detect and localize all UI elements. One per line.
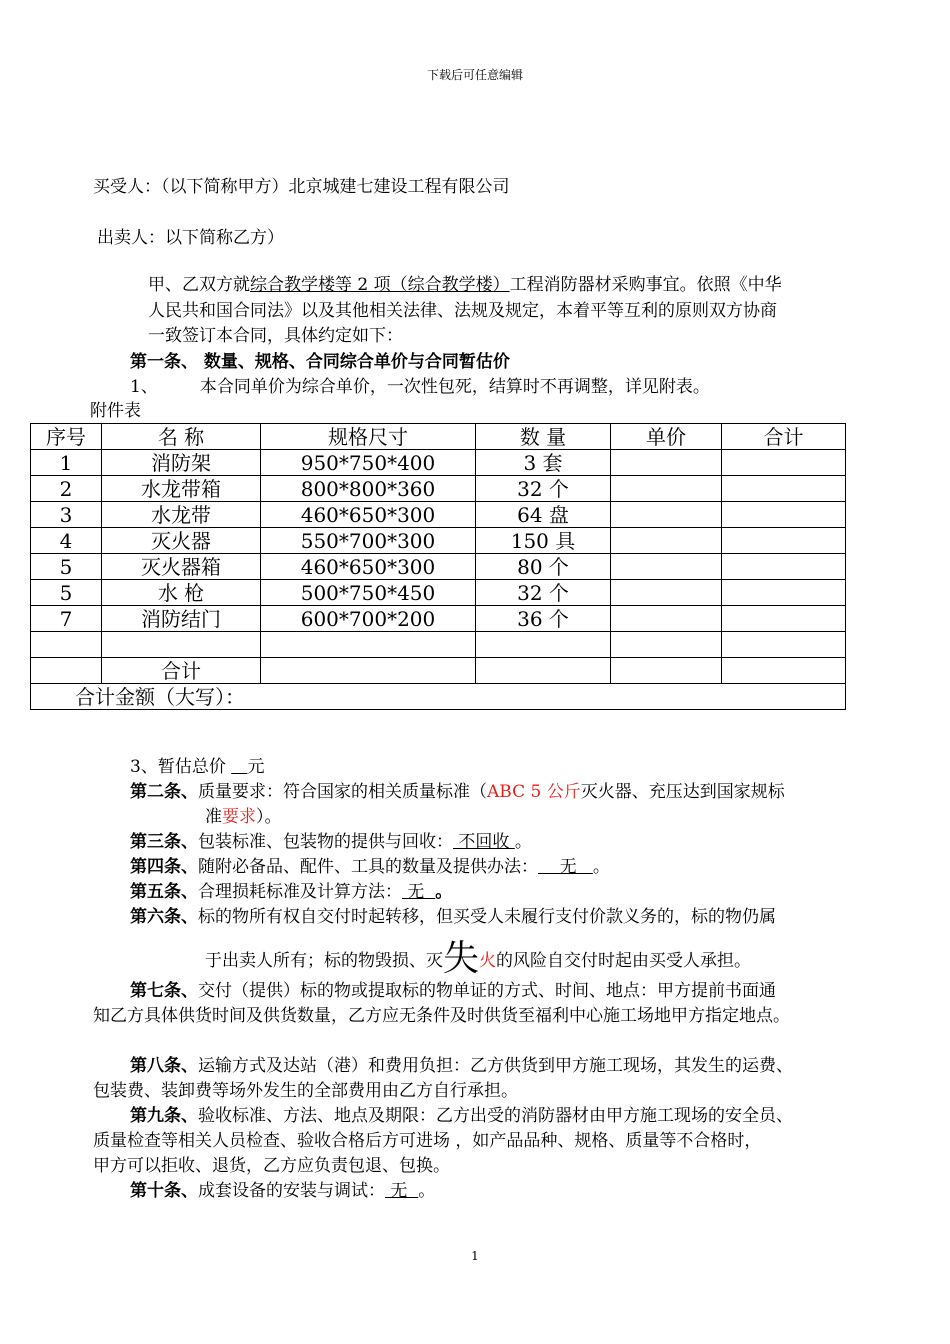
table-caption: 附件表 <box>90 401 141 421</box>
amount-blank <box>231 757 247 777</box>
article-text: ）。 <box>256 807 282 827</box>
table-cell: 32 个 <box>476 580 611 606</box>
subtotal-label: 合计 <box>102 658 261 684</box>
subtotal-row <box>31 658 846 684</box>
table-cell <box>722 580 846 606</box>
article-label: 第九条、 <box>130 1106 198 1126</box>
article-7-line-2: 知乙方具体供货时间及供货数量，乙方应无条件及时供货至福利中心施工场地甲方指定地点。 <box>93 1006 790 1026</box>
table-cell: 550*700*300 <box>261 528 476 554</box>
article-text: 随附必备品、配件、工具的数量及提供办法： <box>198 857 538 877</box>
table-cell <box>722 658 846 684</box>
table-cell: 水龙带 <box>102 502 261 528</box>
table-cell: 64 盘 <box>476 502 611 528</box>
article-label: 第七条、 <box>130 981 198 1001</box>
table-cell <box>722 554 846 580</box>
article-text: 成套设备的安装与调试： <box>198 1181 385 1201</box>
table-cell: 水 枪 <box>102 580 261 606</box>
table-cell: 32 个 <box>476 476 611 502</box>
article-6-line-2 <box>205 938 752 979</box>
header-cell: 名 称 <box>102 424 261 450</box>
header-cell: 合计 <box>722 424 846 450</box>
article-2-line-2 <box>205 804 282 830</box>
table-cell: 消防结门 <box>102 606 261 632</box>
article-text: 灭火器、充压达到国家规标 <box>580 782 785 802</box>
intro-text: 甲、乙双方就 <box>148 275 250 295</box>
table-cell: 2 <box>31 476 102 502</box>
table-cell: 3 套 <box>476 450 611 476</box>
table-cell <box>611 580 722 606</box>
table-cell: 3 <box>31 502 102 528</box>
table-cell: 80 个 <box>476 554 611 580</box>
table-row-empty <box>31 632 846 658</box>
table-cell <box>722 528 846 554</box>
table-cell <box>722 632 846 658</box>
article-1-item-1 <box>130 374 710 400</box>
total-amount-row <box>31 684 846 710</box>
table-cell: 7 <box>31 606 102 632</box>
article-end: 。 <box>592 857 610 877</box>
article-text: 于出卖人所有；标的物毁损、灭 <box>205 951 443 971</box>
buyer-line: 买受人：（以下简称甲方）北京城建七建设工程有限公司 <box>93 177 510 197</box>
intro-line-1 <box>148 272 782 298</box>
currency-unit: 元 <box>247 757 265 777</box>
article-3 <box>130 829 532 855</box>
table-cell: 600*700*200 <box>261 606 476 632</box>
table-cell: 150 具 <box>476 528 611 554</box>
header-cell: 数 量 <box>476 424 611 450</box>
red-highlight: ABC 5 公斤 <box>487 782 581 802</box>
article-label: 第八条、 <box>130 1056 198 1076</box>
article-label: 第十条、 <box>130 1181 198 1201</box>
table-cell: 36 个 <box>476 606 611 632</box>
table-header-row <box>31 424 846 450</box>
header-cell: 规格尺寸 <box>261 424 476 450</box>
article-text: 质量要求：符合国家的相关质量标准（ <box>198 782 487 802</box>
header-cell: 序号 <box>31 424 102 450</box>
article-end: 。 <box>435 882 453 902</box>
article-9-line-1 <box>130 1103 793 1129</box>
project-name: 综合教学楼等 2 项（综合教学楼） <box>250 275 510 295</box>
article-answer: 无 <box>402 882 436 902</box>
table-cell <box>476 658 611 684</box>
article-answer: 无 <box>385 1181 419 1201</box>
article-4 <box>130 854 610 880</box>
header-note: 下载后可任意编辑 <box>426 68 523 82</box>
table-cell: 460*650*300 <box>261 554 476 580</box>
table-cell: 灭火器 <box>102 528 261 554</box>
table-cell <box>476 632 611 658</box>
article-text: 标的物所有权自交付时起转移，但买受人未履行支付价款义务的，标的物仍属 <box>198 907 776 927</box>
table-cell: 460*650*300 <box>261 502 476 528</box>
article-8-line-2: 包装费、装卸费等场外发生的全部费用由乙方自行承担。 <box>93 1081 518 1101</box>
table-cell <box>102 632 261 658</box>
table-cell <box>31 658 102 684</box>
table-cell <box>722 476 846 502</box>
seller-line: 出卖人：以下简称乙方） <box>97 228 284 248</box>
article-answer: 无 <box>538 857 593 877</box>
article-10 <box>130 1178 435 1204</box>
article-label: 第四条、 <box>130 857 198 877</box>
red-highlight: 要求 <box>222 807 256 827</box>
item-number: 1、 <box>130 377 158 397</box>
table-cell: 5 <box>31 580 102 606</box>
article-answer: 不回收 <box>453 832 515 852</box>
red-highlight: 火 <box>479 951 497 971</box>
table-cell <box>261 632 476 658</box>
article-text: 的风险自交付时起由买受人承担。 <box>496 951 752 971</box>
article-end: 。 <box>514 832 532 852</box>
table-cell <box>611 450 722 476</box>
table-cell: 灭火器箱 <box>102 554 261 580</box>
enlarged-character: 失 <box>443 938 480 979</box>
intro-text: 工程消防器材采购事宜。依照《中华 <box>509 275 782 295</box>
attachment-table <box>30 423 846 710</box>
article-text: 验收标准、方法、地点及期限：乙方出受的消防器材由甲方施工现场的安全员、 <box>198 1106 793 1126</box>
article-9-line-2: 质量检查等相关人员检查、验收合格后方可进场 ，如产品品种、规格、质量等不合格时， <box>93 1131 762 1151</box>
page-number: 1 <box>471 1249 479 1263</box>
header-cell: 单价 <box>611 424 722 450</box>
article-text: 运输方式及达站（港）和费用负担：乙方供货到甲方施工现场，其发生的运费、 <box>198 1056 793 1076</box>
table-cell: 5 <box>31 554 102 580</box>
table-cell <box>611 476 722 502</box>
article-text: 合理损耗标准及计算方法： <box>198 882 402 902</box>
table-row <box>31 502 846 528</box>
intro-line-3: 一致签订本合同，具体约定如下： <box>148 326 403 346</box>
item-text: 本合同单价为综合单价，一次性包死，结算时不再调整，详见附表。 <box>199 377 710 397</box>
table-cell: 1 <box>31 450 102 476</box>
table-cell: 950*750*400 <box>261 450 476 476</box>
table-row <box>31 606 846 632</box>
table-row <box>31 528 846 554</box>
table-cell: 4 <box>31 528 102 554</box>
article-text: 交付（提供）标的物或提取标的物单证的方式、时间、地点：甲方提前书面通 <box>198 981 776 1001</box>
article-text: 包装标准、包装物的提供与回收： <box>198 832 453 852</box>
item-3-text: 3、暂估总价 <box>130 757 232 777</box>
article-6-line-1 <box>130 904 776 930</box>
table-cell <box>611 502 722 528</box>
table-cell: 500*750*450 <box>261 580 476 606</box>
total-amount-label: 合计金额（大写）： <box>31 684 846 710</box>
intro-line-2: 人民共和国合同法》以及其他相关法律、法规及规定，本着平等互利的原则双方协商 <box>148 301 777 321</box>
table-cell: 消防架 <box>102 450 261 476</box>
table-cell <box>611 528 722 554</box>
table-cell <box>722 450 846 476</box>
table-row <box>31 580 846 606</box>
article-label: 第六条、 <box>130 907 198 927</box>
table-cell <box>261 658 476 684</box>
article-label: 第三条、 <box>130 832 198 852</box>
table-cell <box>722 606 846 632</box>
table-row <box>31 554 846 580</box>
article-2-line-1 <box>130 779 785 805</box>
table-cell <box>31 632 102 658</box>
table-cell <box>611 606 722 632</box>
table-row <box>31 450 846 476</box>
table-cell <box>722 502 846 528</box>
article-5 <box>130 879 452 905</box>
article-7-line-1 <box>130 978 776 1004</box>
article-1-title: 第一条、 数量、规格、合同综合单价与合同暂估价 <box>130 352 510 372</box>
table-cell: 水龙带箱 <box>102 476 261 502</box>
article-8-line-1 <box>130 1053 793 1079</box>
article-9-line-3: 甲方可以拒收、退货，乙方应负责包退、包换。 <box>93 1156 450 1176</box>
article-label: 第二条、 <box>130 782 198 802</box>
table-cell: 800*800*360 <box>261 476 476 502</box>
article-label: 第五条、 <box>130 882 198 902</box>
article-text: 准 <box>205 807 222 827</box>
table-cell <box>611 554 722 580</box>
table-cell <box>611 632 722 658</box>
table-cell <box>611 658 722 684</box>
article-end: 。 <box>418 1181 436 1201</box>
item-3-estimated-total <box>130 754 264 780</box>
table-row <box>31 476 846 502</box>
